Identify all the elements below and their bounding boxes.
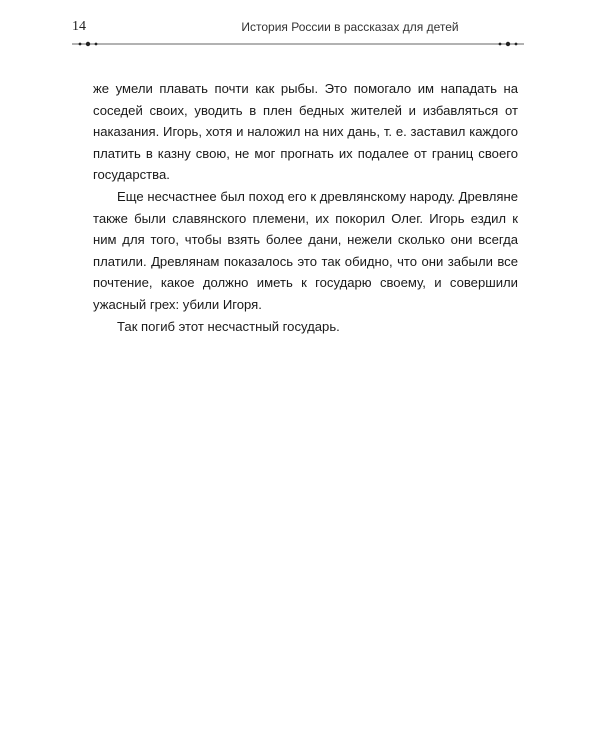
body-text [93, 78, 518, 337]
paragraph-drevlyane-campaign: Еще несчастнее был поход его к древлянскому народу. Древляне также были славянского племени, их покорил Олег. Игорь ездил к ним для того, чтобы взять более дани, нежели сколько они всегда платили. Древлянам показалось это так обидно, что они забыли все почтение, какое должно иметь к государю своему, и совершили ужасный грех: убили Игоря. [93, 188, 518, 312]
paragraph-conclusion: Так погиб этот несчастный государь. [117, 318, 340, 334]
ornament-divider [72, 40, 524, 48]
right-dot-small [499, 43, 502, 46]
left-dot-small [95, 43, 98, 46]
right-dot-large [506, 42, 510, 46]
page-header [0, 0, 600, 60]
left-dot-small [79, 43, 82, 46]
running-title: История России в рассказах для детей [241, 20, 459, 34]
page-number: 14 [72, 19, 86, 34]
paragraph-continuation: же умели плавать почти как рыбы. Это помогало им нападать на соседей своих, уводить в плен бедных жителей и избавляться от наказания. Игорь, хотя и наложил на них дань, т. е. заставил каждого платить в казну свою, не мог прогнать их подалее от границ своего государства. [93, 81, 518, 183]
left-dot-large [86, 42, 90, 46]
right-dot-small [515, 43, 518, 46]
